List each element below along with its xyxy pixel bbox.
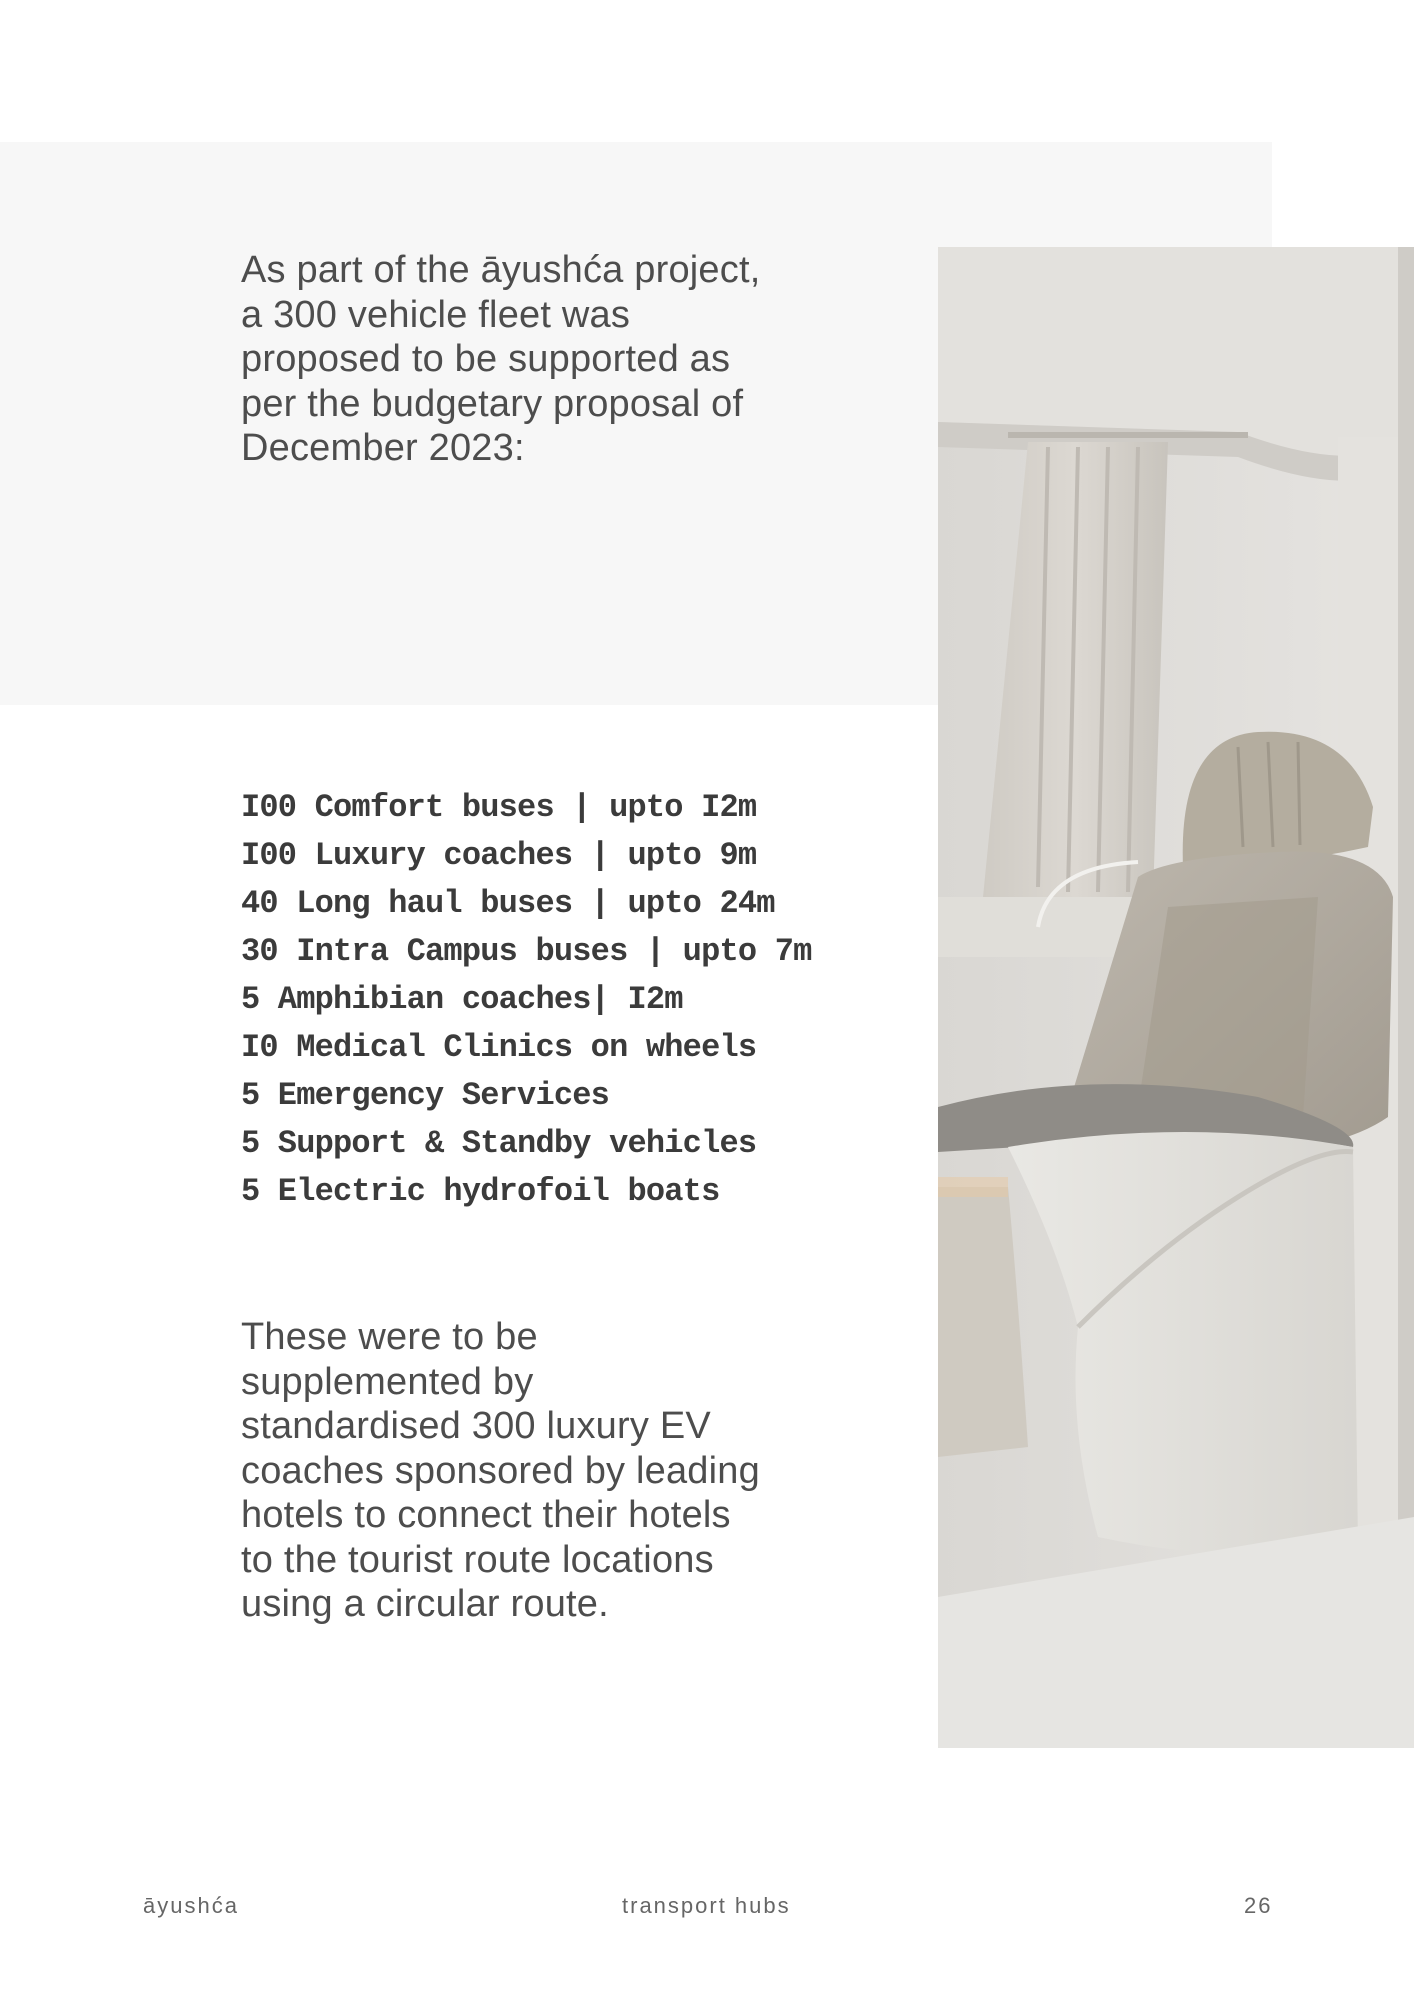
fleet-item: 5 Support & Standby vehicles (241, 1125, 757, 1162)
page-number: 26 (1244, 1893, 1273, 1918)
vehicle-interior-photo (938, 247, 1414, 1748)
fleet-list (241, 784, 812, 1216)
fleet-item: 40 Long haul buses | upto 24m (241, 885, 775, 922)
footer-brand: āyushća (143, 1893, 239, 1918)
fleet-item: I00 Luxury coaches | upto 9m (241, 837, 757, 874)
fleet-item: 5 Emergency Services (241, 1077, 610, 1114)
footer-section-title: transport hubs (622, 1893, 791, 1918)
fleet-item: 5 Electric hydrofoil boats (241, 1173, 720, 1210)
seat-illustration (938, 247, 1414, 1748)
fleet-item: 30 Intra Campus buses | upto 7m (241, 933, 812, 970)
fleet-item: I0 Medical Clinics on wheels (241, 1029, 757, 1066)
intro-paragraph: As part of the āyushća project, a 300 vehicle fleet was proposed to be supported as per the budgetary proposal of December 2023: (241, 249, 761, 469)
fleet-item: 5 Amphibian coaches| I2m (241, 981, 683, 1018)
outro-paragraph: These were to be supplemented by standardised 300 luxury EV coaches sponsored by leading hotels to connect their hotels to the tourist route locations using a circular route. (241, 1316, 760, 1625)
fleet-item: I00 Comfort buses | upto I2m (241, 789, 757, 826)
